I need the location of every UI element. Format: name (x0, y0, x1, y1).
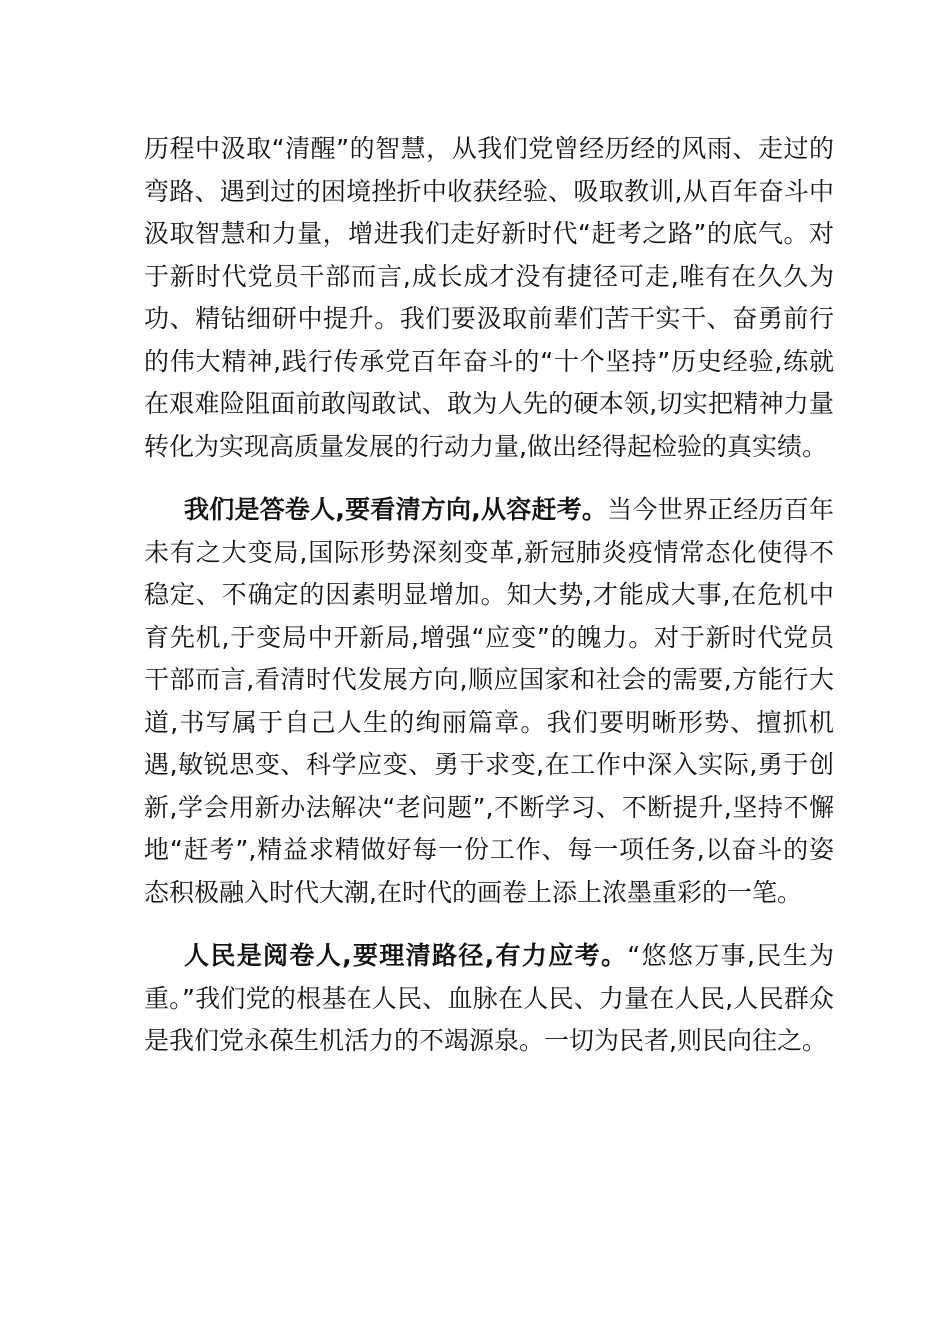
paragraph-2-text: 当今世界正经历百年未有之大变局,国际形势深刻变革,新冠肺炎疫情常态化使得不稳定、不确定的因素明显增加。知大势,才能成大事,在危机中育先机,于变局中开新局,增强“应变”的魄力。对于新时代党员干部而言,看清时代发展方向,顺应国家和社会的需要,方能行大道,书写属于自己人生的绚丽篇章。我们要明晰形势、擅抓机遇,敏锐思变、科学应变、勇于求变,在工作中深入实际,勇于创新,学会用新办法解决“老问题”,不断学习、不断提升,坚持不懈地“赶考”,精益求精做好每一份工作、每一项任务,以奋斗的姿态积极融入时代大潮,在时代的画卷上添上浓墨重彩的一笔。 (144, 495, 834, 907)
paragraph-2 (144, 489, 834, 914)
document-body (144, 128, 834, 1084)
paragraph-2-lead: 我们是答卷人,要看清方向,从容赶考。 (184, 495, 608, 524)
paragraph-3-text: “悠悠万事,民生为重。”我们党的根基在人民、血脉在人民、力量在人民,人民群众是我们党永葆生机活力的不竭源泉。一切为民者,则民向往之。 (144, 941, 834, 1055)
paragraph-1-text: 历程中汲取“清醒”的智慧，从我们党曾经历经的风雨、走过的弯路、遇到过的困境挫折中收获经验、吸取教训,从百年奋斗中汲取智慧和力量，增进我们走好新时代“赶考之路”的底气。对于新时代党员干部而言,成长成才没有捷径可走,唯有在久久为功、精钻细研中提升。我们要汲取前辈们苦干实干、奋勇前行的伟大精神,践行传承党百年奋斗的“十个坚持”历史经验,练就在艰难险阻面前敢闯敢试、敢为人先的硬本领,切实把精神力量转化为实现高质量发展的行动力量,做出经得起检验的真实绩。 (144, 134, 834, 461)
paragraph-3 (144, 935, 834, 1063)
paragraph-3-lead: 人民是阅卷人,要理清路径,有力应考。 (184, 941, 628, 970)
paragraph-1 (144, 128, 834, 468)
